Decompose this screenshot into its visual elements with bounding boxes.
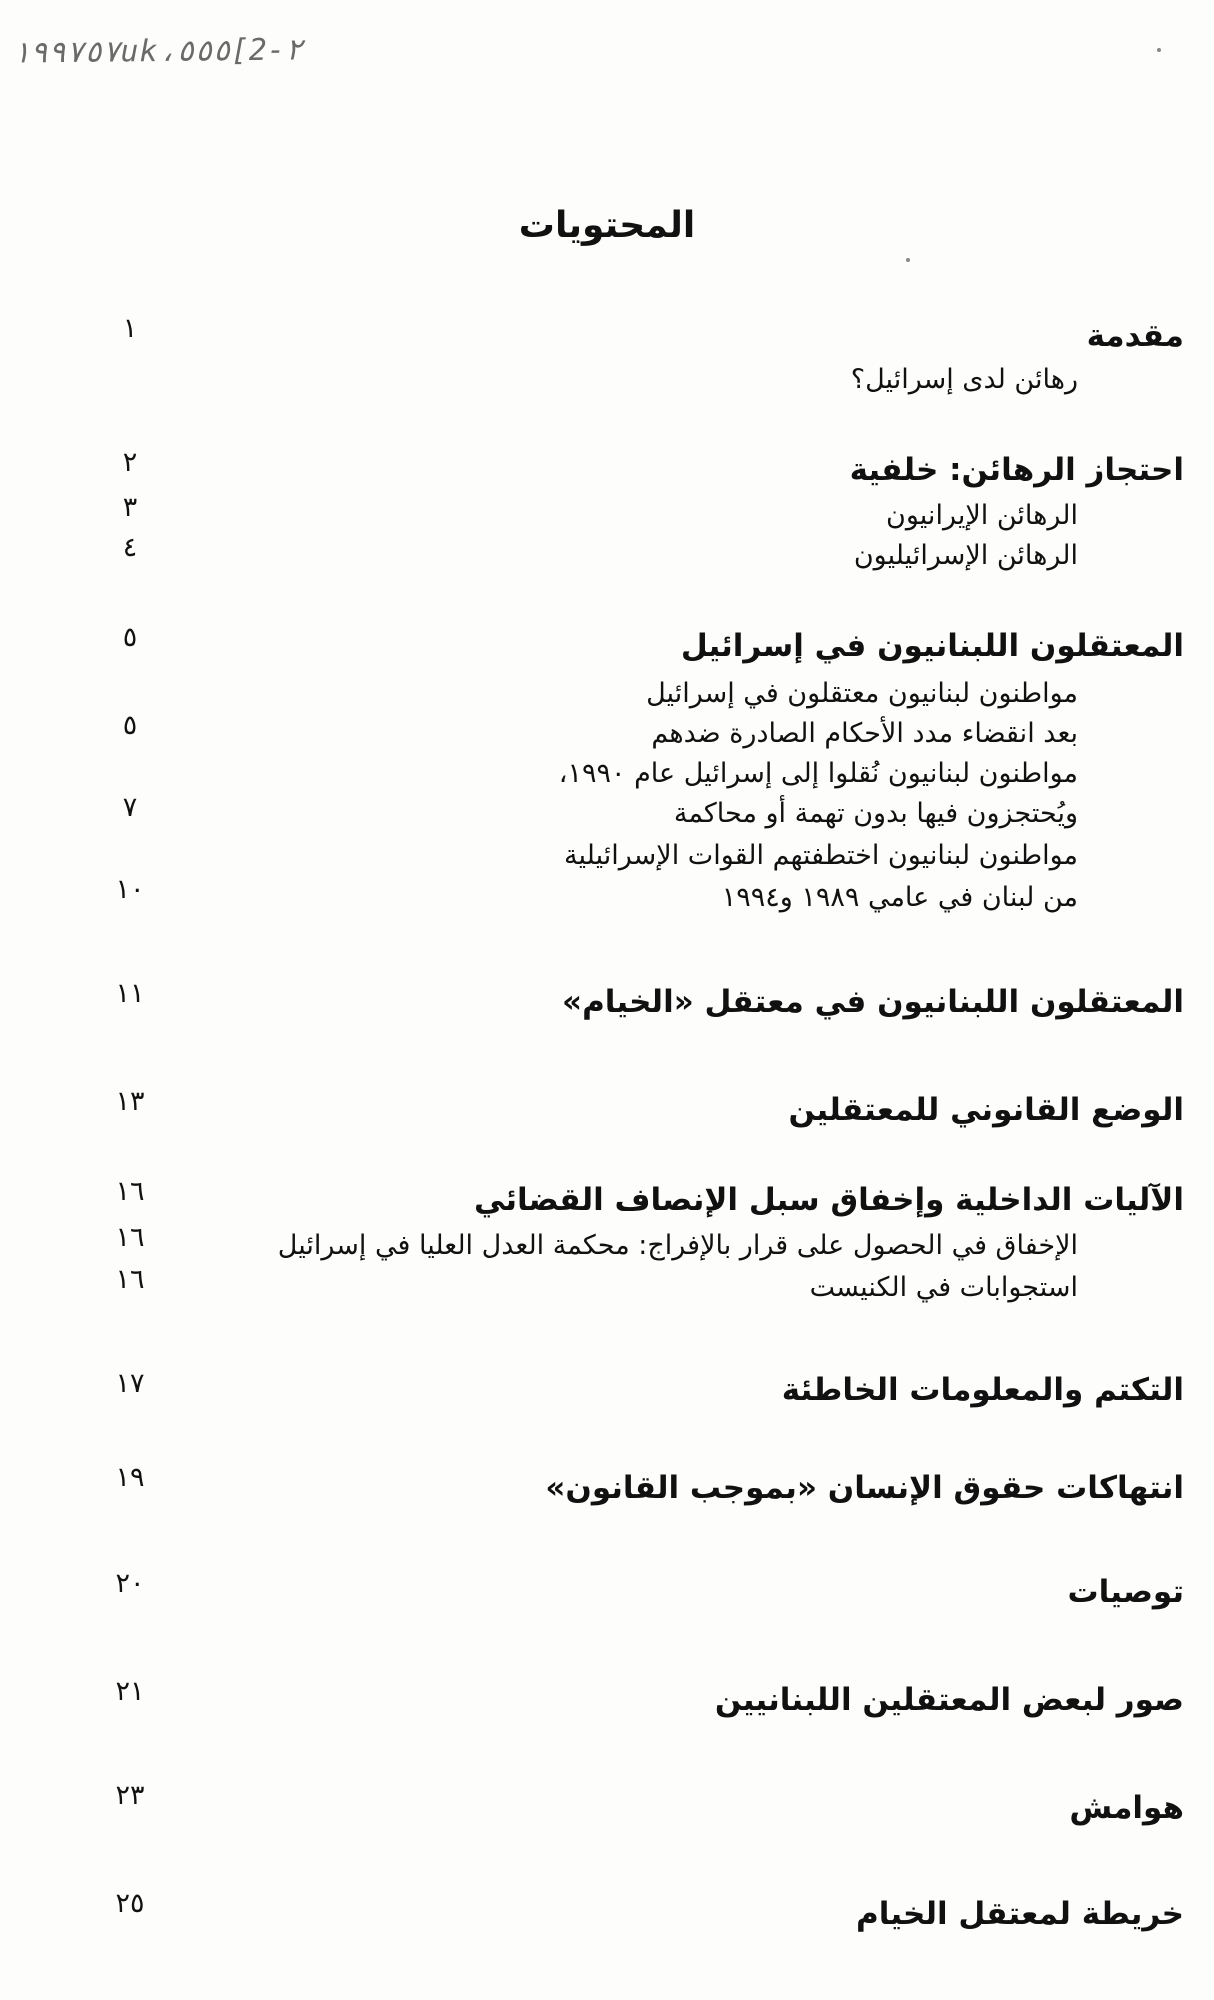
toc-subentry: بعد انقضاء مدد الأحكام الصادرة ضدهم (651, 718, 1078, 749)
toc-page-number: ١٦ (115, 1264, 145, 1295)
toc-heading: المعتقلون اللبنانيون في إسرائيل (680, 628, 1184, 664)
toc-subentry: الرهائن الإيرانيون (886, 500, 1078, 531)
toc-subentry: الإخفاق في الحصول على قرار بالإفراج: محكمة العدل العليا في إسرائيل (277, 1230, 1078, 1261)
toc-page-number: ١٠ (115, 874, 145, 905)
toc-heading: صور لبعض المعتقلين اللبنانيين (714, 1682, 1184, 1718)
toc-heading: الآليات الداخلية وإخفاق سبل الإنصاف القضائي (473, 1182, 1184, 1218)
toc-subentry: رهائن لدى إسرائيل؟ (850, 364, 1078, 395)
toc-subentry: مواطنون لبنانيون معتقلون في إسرائيل (646, 678, 1078, 709)
toc-page-number: ٧ (122, 792, 138, 823)
toc-subentry: ويُحتجزون فيها بدون تهمة أو محاكمة (673, 798, 1078, 829)
toc-page-number: ٢٠ (115, 1568, 145, 1599)
toc-page-number: ٢ (122, 447, 138, 478)
toc-subentry: استجوابات في الكنيست (809, 1272, 1078, 1303)
toc-page-number: ١١ (115, 978, 145, 1009)
toc-heading: الوضع القانوني للمعتقلين (788, 1092, 1184, 1128)
toc-page-number: ٢٥ (115, 1888, 145, 1919)
toc-heading: انتهاكات حقوق الإنسان «بموجب القانون» (545, 1470, 1184, 1506)
toc-heading: مقدمة (1086, 318, 1184, 354)
toc-page-number: ٤ (122, 532, 138, 563)
toc-heading: هوامش (1069, 1790, 1184, 1826)
toc-subentry: الرهائن الإسرائيليون (853, 540, 1078, 571)
toc-page-number: ٥ (122, 622, 138, 653)
toc-subentry: مواطنون لبنانيون نُقلوا إلى إسرائيل عام ١٩٩٠، (558, 758, 1078, 789)
toc-page-number: ١٣ (115, 1086, 145, 1117)
toc-heading: خريطة لمعتقل الخيام (855, 1896, 1184, 1932)
toc-page-number: ١٦ (115, 1176, 145, 1207)
page-title: المحتويات (518, 205, 696, 246)
toc-heading: المعتقلون اللبنانيون في معتقل «الخيام» (562, 984, 1184, 1020)
toc-page-number: ١٦ (115, 1222, 145, 1253)
toc-page-number: ٢٣ (115, 1780, 145, 1811)
toc-page-number: ٥ (122, 710, 138, 741)
toc-heading: التكتم والمعلومات الخاطئة (781, 1372, 1184, 1408)
toc-heading: توصيات (1067, 1574, 1184, 1610)
toc-page-number: ٣ (122, 492, 138, 523)
toc-heading: احتجاز الرهائن: خلفية (849, 452, 1184, 488)
toc-page-number: ١٧ (115, 1368, 145, 1399)
toc-subentry: مواطنون لبنانيون اختطفتهم القوات الإسرائيلية (564, 840, 1078, 871)
handwritten-note: ١٩٩٧٥٧uk،٥٥٥[2-٢ (11, 32, 304, 71)
toc-page-number: ١٩ (115, 1462, 145, 1493)
toc-page-number: ١ (122, 313, 138, 344)
toc-subentry: من لبنان في عامي ١٩٨٩ و١٩٩٤ (721, 882, 1078, 913)
toc-page-number: ٢١ (115, 1676, 145, 1707)
